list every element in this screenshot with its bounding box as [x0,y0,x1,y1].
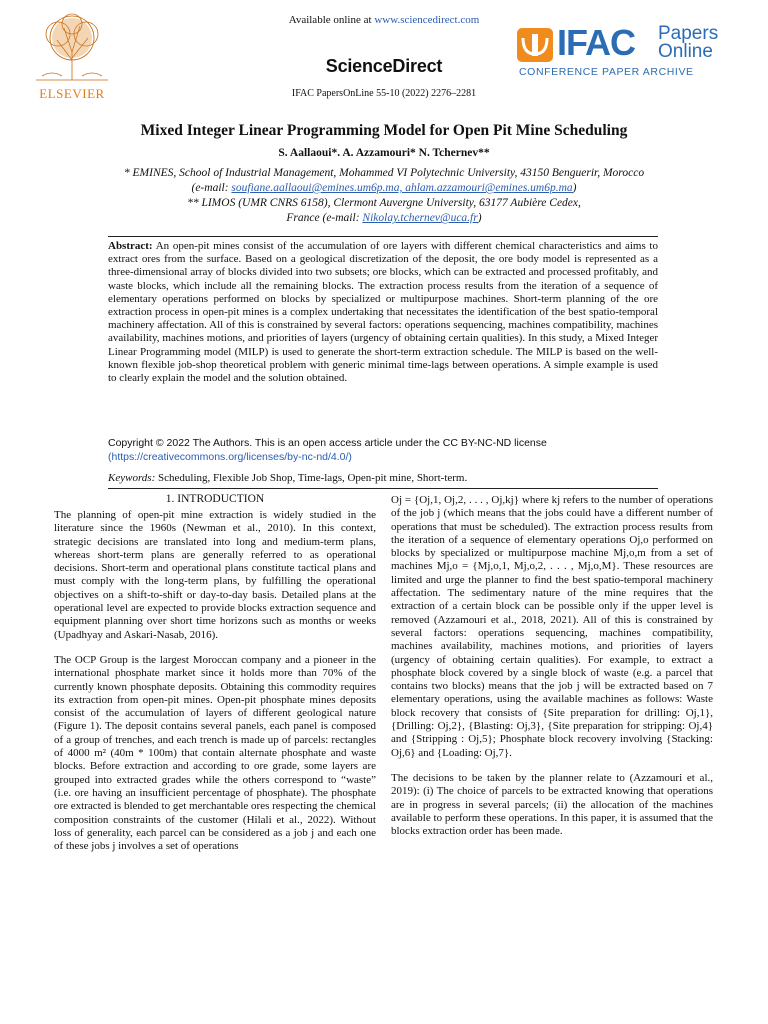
sciencedirect-link[interactable]: www.sciencedirect.com [374,14,480,26]
keywords-label: Keywords: [108,472,156,484]
intro-paragraph-2: The OCP Group is the largest Moroccan company and a pioneer in the international phosphate market since it holds more than 70% of the currently known phosphate deposits. Obtaining this commodity requires its extraction from open-pit mines. Open-pit phosphate mines deposits consist of the accumulation of layers of different geological nature (Figure 1). The deposit contains several panels, each panel is composed of a group of trenches, and each trench is made up of parcels: rectangles of 4000 m² (40m * 100m) that contain alternate phosphate and waste blocks. Before extraction and according to ore grade, some layers are grouped into extracted grades while the others correspond to “waste” (i.e. ore having an insufficient percentage of phosphate). The phosphate ore extracted is blended to get merchantable ores respecting the chemical composition constraints of the customer (Hilali et al., 2022). Without loss of generality, each parcel can be considered as a job j and each one of these jobs j involves a set of operations [54,653,376,853]
affiliation-2: ** LIMOS (UMR CNRS 6158), Clermont Auvergne University, 63177 Aubière Cedex, [187,197,581,209]
left-column [54,509,376,853]
right-column [391,494,713,838]
keywords [108,472,658,484]
email-suffix-2: ) [477,212,482,224]
email-link-2[interactable]: Nikolay.tchernev@uca.fr [362,212,478,224]
paper-title: Mixed Integer Linear Programming Model for Open Pit Mine Scheduling [140,122,628,139]
ifac-papersonline-logo [517,24,742,84]
ifac-online: Online [658,41,713,62]
sciencedirect-brand: ScienceDirect [325,56,443,76]
right-paragraph-1: Oj = {Oj,1, Oj,2, . . . , Oj,kj} where kj refers to the number of operations of the job j (which means that the jobs could have a different number of operations that must be scheduled). The extraction process results from the iteration of a sequence of elementary operations Oj,o performed on blocks by specialized or multipurpose machine Mj,o,m from a set of machines Mj,o = {Mj,o,1, Mj,o,2, . . . , Mj,o,M}. These resources are limited and urge the planner to find the best spatio-temporal machinery affectation. The sedimentary nature of the mine requires that the extraction of a certain block can be possible only if the upper level is removed (Azzamouri et al., 2018, 2021). All of this is constrained by several factors: operations sequencing, machines compatibility, machines availability, machines motions, and priorities of layers (urgency of obtaining certain qualities). For example, to extract a phosphate block covered by a single block of waste (e.g. a parcel that contains two blocks) means that the job j will be extracted based on 7 elementary operations, using the available machines as follows: Waste block recovery that consists of {Site preparation for drilling: Oj,1}, {Drilling: Oj,2}, {Blasting: Oj,3}, {Site preparation for stripping: Oj,4} and {Stripping : Oj,5}; Phosphate block recovery involving {Stacking: Oj,6} and {Loading: Oj,7}. [391,494,713,759]
email-suffix: ) [572,182,577,194]
ifac-archive-tagline: CONFERENCE PAPER ARCHIVE [519,66,694,78]
ifac-emblem-icon [517,28,553,62]
license-link[interactable]: (https://creativecommons.org/licenses/by-nc-nd/4.0/) [108,451,352,463]
right-paragraph-2: The decisions to be taken by the planner relate to (Azzamouri et al., 2019): (i) The choice of parcels to be extracted knowing that operations are in progress in several parcels; (ii) the allocation of the machines available to perform these operations. In this paper, it is assumed that the blocks extraction order has been made. [391,771,713,838]
ifac-wordmark: IFAC [557,22,636,63]
affiliation-1: * EMINES, School of Industrial Management, Mohammed VI Polytechnic University, 43150 Benguerir, Morocco [123,167,645,179]
ifac-papers: Papers [658,23,719,44]
abstract-text: An open-pit mines consist of the accumulation of ore layers with different chemical characteristics and aims to extract ores from the surface. Based on a geological discretization of the deposit, the ore body model is represented as a three-dimensional array of blocks divided into two subsets; ore blocks, which can be extracted and processed profitably, and waste blocks, which include all the remaining blocks. The extraction process results from the iteration of a sequence of elementary operations performed on blocks by specialized or multipurpose machines. Short-term planning of the ore extraction process in open-pit mines is a complex undertaking that necessitates the identification of the best spatio-temporal machinery affectation. All of this is constrained by several factors: operations sequencing, machines compatibility, machines availability, machines motions, and priorities of layers (urgency of obtaining certain qualities). In this study, a Mixed Integer Linear Programming model (MILP) is used to generate the short-term extraction schedule. The MILP is based on the well-known flexible job-shop theoretical problem with generic minimal time-lags between operations. A simple example is used to clearly explain the model and the solution obtained. [108,240,658,385]
elsevier-wordmark: ELSEVIER [39,86,105,101]
copyright-notice [108,436,658,464]
journal-reference: IFAC PapersOnLine 55-10 (2022) 2276–2281 [291,88,477,99]
email-links-1[interactable]: soufiane.aallaoui@emines.um6p.ma, ahlam.azzamouri@emines.um6p.ma [231,182,573,194]
keywords-text: Scheduling, Flexible Job Shop, Time-lags, Open-pit mine, Short-term. [155,472,468,484]
email-prefix-2: France (e-mail: [286,212,363,224]
abstract [108,240,658,385]
copyright-text: Copyright © 2022 The Authors. This is an open access article under the CC BY-NC-ND license [108,437,547,449]
affiliation-2-email [0,211,768,226]
paper-authors: S. Aallaoui*. A. Azzamouri* N. Tchernev** [278,147,490,159]
section-heading: 1. INTRODUCTION [165,493,265,505]
intro-paragraph-1: The planning of open-pit mine extraction is widely studied in the literature since the 1960s (Newman et al., 2010). In this context, strategic decisions are translated into long and medium-term plans, whereas short-term plans are generally referred to as operational decisions. Short-term and operational plans constitute tactical plans and must comply with the long-term plans, by fulfilling the operational objectives on a shift-to-shift or day-to-day basis. Detailed plans at the operational level are expected to provide blocks extraction sequence and equipment planning over short time horizons such as months or weeks (Upadhyay and Askari-Nasab, 2016). [54,509,376,641]
available-prefix: Available online at [288,14,375,26]
email-prefix: (e-mail: [191,182,232,194]
abstract-label: Abstract: [108,240,153,252]
affiliation-1-email [0,181,768,196]
